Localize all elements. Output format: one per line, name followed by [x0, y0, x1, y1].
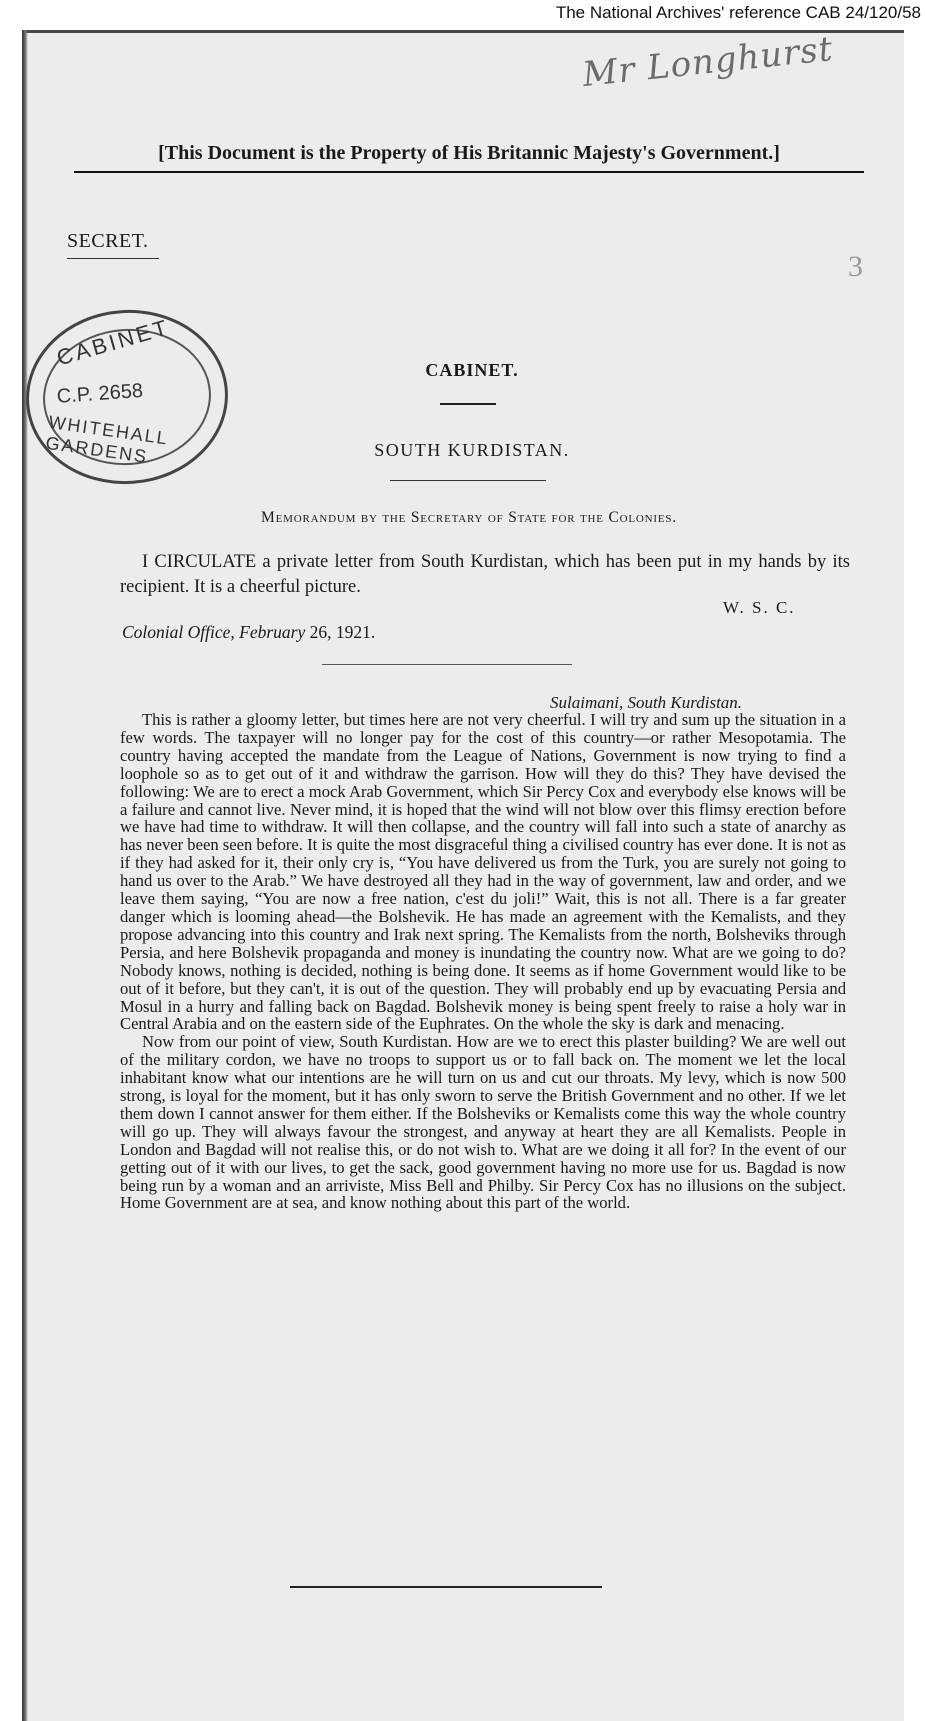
subject-rule — [390, 480, 546, 481]
cabinet-stamp — [20, 303, 234, 491]
section-rule — [322, 664, 572, 665]
heading-rule — [440, 403, 496, 405]
closing-rule — [290, 1586, 602, 1588]
letter-body — [120, 711, 846, 1212]
handwritten-signature: Mr Longhurst — [580, 28, 836, 96]
page-number: 3 — [848, 250, 863, 283]
document-scan — [22, 30, 904, 1721]
letter-paragraph-2: Now from our point of view, South Kurdistan. How are we to erect this plaster building? We are well out of the military cordon, we have no troops to support us or to fall back on. The moment we let the local inhabitant know what our intentions are he will turn on us and cut our throats. My levy, which is now 500 strong, is loyal for the moment, but it has only sworn to serve the British Government and no other. If we let them down I cannot answer for them either. If the Bolsheviks or Kemalists come this way the whole country will go up. They will always favour the strongest, and anyway at heart they are all Kemalists. People in London and Bagdad will not realise this, or do not wish to. What are we doing it all for? In the event of our getting out of it with our lives, to get the sack, good government having no more use for us. Bagdad is now being run by a woman and an arriviste, Miss Bell and Philby. Sir Percy Cox has no illusions on the subject. Home Government are at sea, and know nothing about this part of the world. — [120, 1032, 846, 1213]
stamp-number: C.P. 2658 — [56, 379, 144, 408]
document-subject: SOUTH KURDISTAN. — [374, 440, 570, 460]
archive-reference: The National Archives' reference CAB 24/120/58 — [544, 0, 925, 26]
letter-place: Sulaimani, South Kurdistan. — [550, 693, 743, 712]
memo-line: Memorandum by the Secretary of State for the Colonies. — [261, 509, 677, 526]
dateline-day: 26, 1921. — [309, 622, 376, 642]
dateline — [122, 622, 375, 643]
document-heading: CABINET. — [425, 360, 519, 380]
stamp-top-text: CABINET — [53, 314, 173, 371]
intro-block — [120, 550, 850, 600]
stamp-bottom-text: WHITEHALL GARDENS — [44, 411, 170, 467]
classification-underline — [67, 258, 159, 259]
initials: W. S. C. — [723, 598, 796, 617]
letter-paragraph-1: This is rather a gloomy letter, but times here are not very cheerful. I will try and sum up the situation in a few words. The taxpayer will no longer pay for the cost of this country—or rather Mesopotamia. The country having accepted the mandate from the League of Nations, Government is now trying to find a loophole so as to get out of it and withdraw the garrison. How will they do this? They have devised the following: We are to erect a mock Arab Government, which Sir Percy Cox and everybody else knows will be a failure and cannot live. Never mind, it is hoped that the wind will not blow over this flimsy erection before we have had time to withdraw. It will then collapse, and the country will fall into such a state of anarchy as has never been seen before. It is quite the most disgraceful thing a civilised country has ever done. It is not as if they had asked for it, their only cry is, “You have delivered us from the Turk, you are surely not going to hand us over to the Arab.” We have destroyed all they had in the way of government, law and order, and we leave them saying, “You are now a free nation, c'est du joli!” Wait, this is not all. There is a far greater danger which is looming ahead—the Bolshevik. He has made an agreement with the Kemalists, and they propose advancing into this country and Irak next spring. The Kemalists from the north, Bolsheviks through Persia, and here Bolshevik propaganda and money is inundating the country now. What are we going to do? Nobody knows, nothing is decided, nothing is being done. It seems as if home Government would like to be out of it before, but they can't, it is out of the question. They will probably end up by evacuating Persia and Mosul in a hurry and falling back on Bagdad. Bolshevik money is being spent freely to raise a holy war in Central Arabia and on the eastern side of the Euphrates. On the whole the sky is dark and menacing. — [120, 710, 846, 1034]
dateline-office: Colonial Office, February — [122, 622, 306, 642]
classification-label: SECRET. — [67, 230, 149, 252]
property-notice: [This Document is the Property of His Britannic Majesty's Government.] — [74, 142, 864, 173]
intro-text: I CIRCULATE a private letter from South Kurdistan, which has been put in my hands by its recipient. It is a cheerful picture. — [120, 552, 850, 597]
